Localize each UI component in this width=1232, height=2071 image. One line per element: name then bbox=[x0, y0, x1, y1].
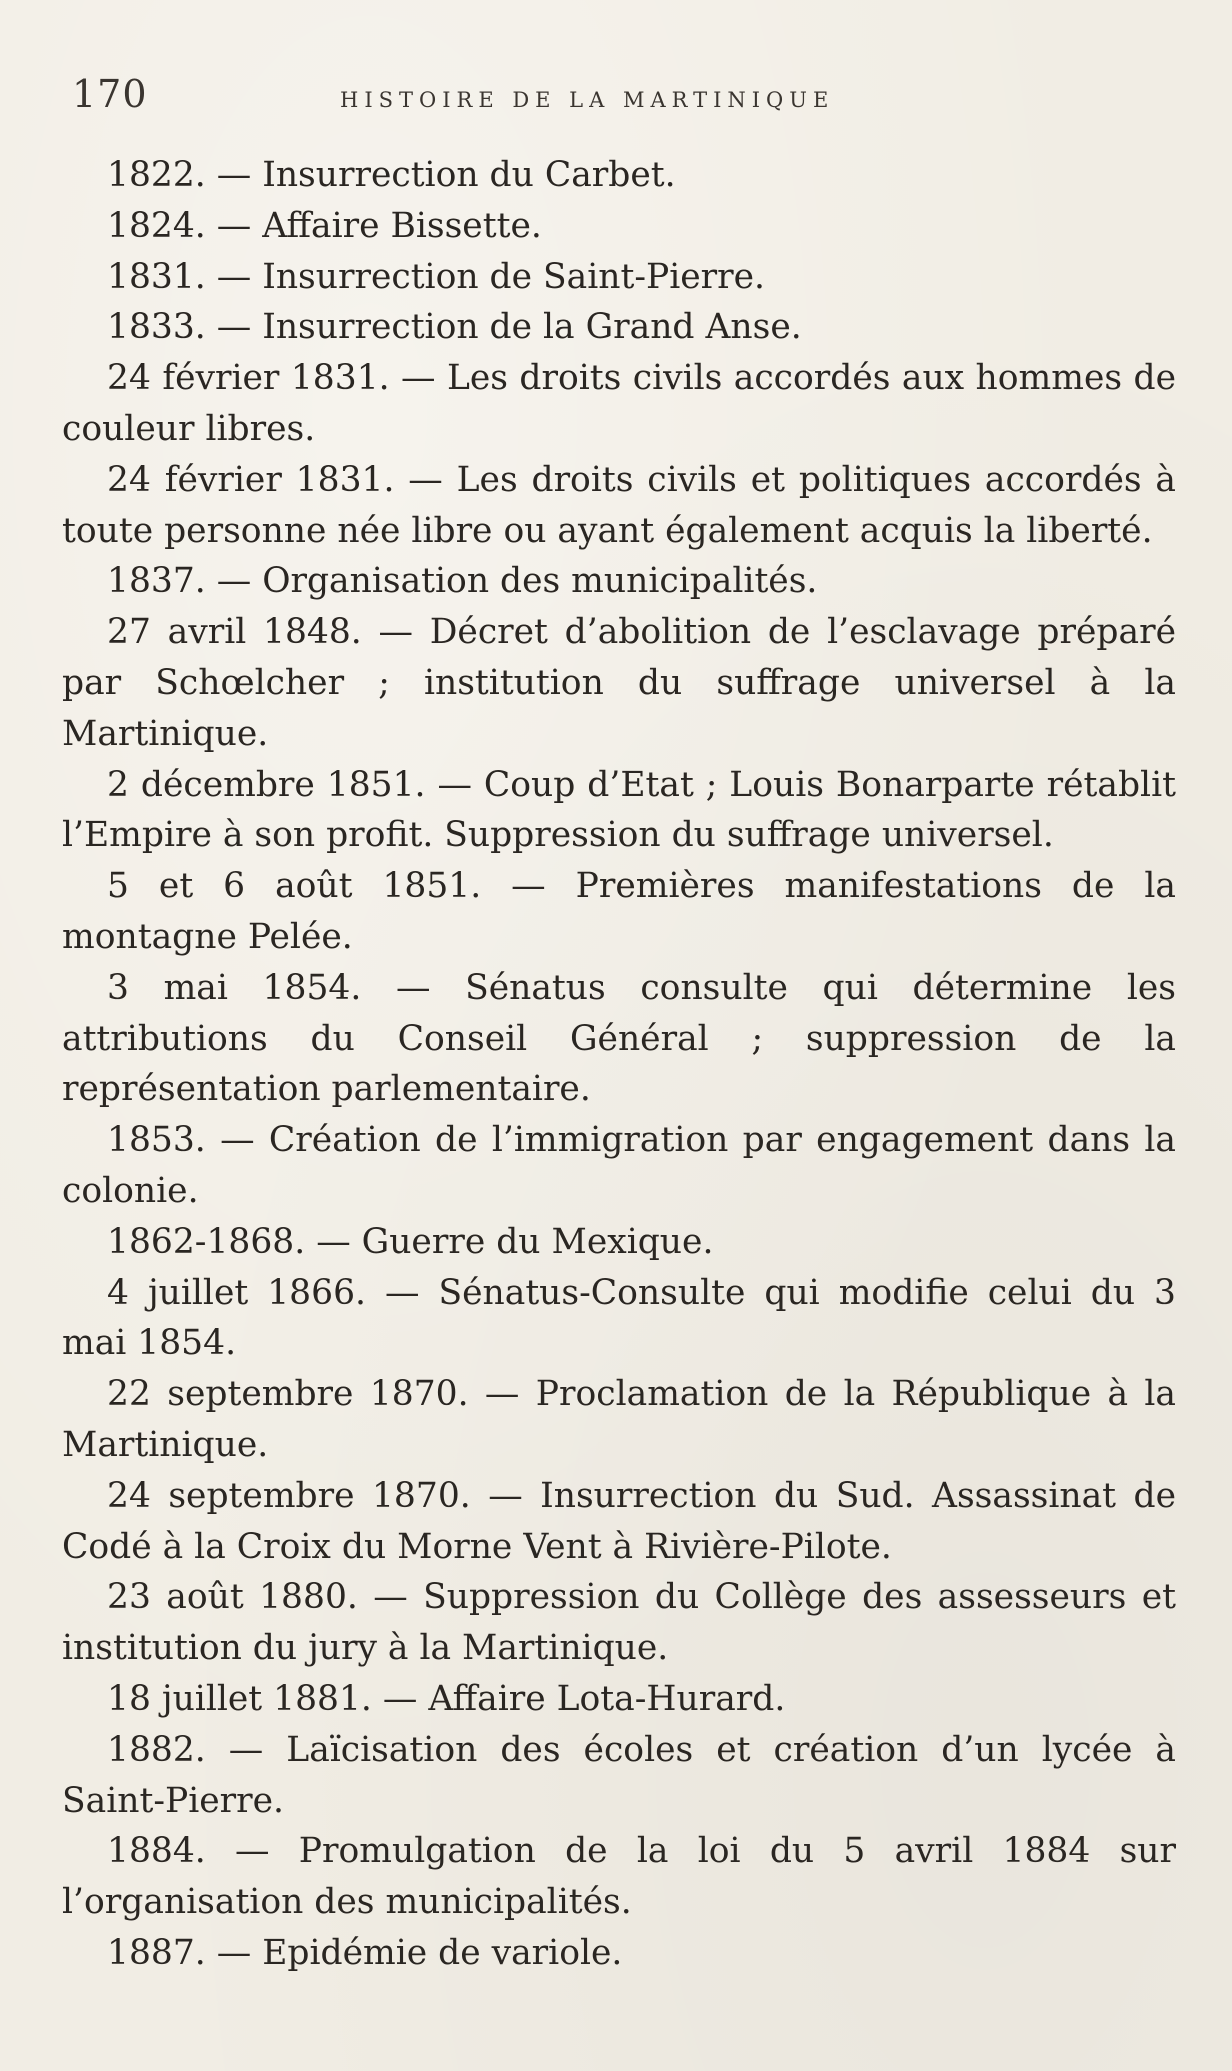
chronology-entry: 1831. — Insurrection de Saint-Pierre. bbox=[107, 256, 766, 297]
chronology-entry: 1884. — Promulgation de la loi du 5 avril 1884 sur l’organisation des municipalités. bbox=[62, 1831, 1176, 1923]
chronology-entry: 24 février 1831. — Les droits civils accordés aux hommes de couleur libres. bbox=[62, 358, 1176, 449]
chronology-entry: 1833. — Insurrection de la Grand Anse. bbox=[107, 307, 802, 348]
chronology-entry: 1824. — Affaire Bissette. bbox=[107, 205, 542, 246]
chronology-entry: 1822. — Insurrection du Carbet. bbox=[107, 155, 676, 195]
chronology-entry: 22 septembre 1870. — Proclamation de la République à la Martinique. bbox=[62, 1374, 1176, 1465]
chronology-entry: 24 septembre 1870. — Insurrection du Sud. Assassinat de Codé à la Croix du Morne Vent à Rivière-Pilote. bbox=[62, 1475, 1176, 1567]
chronology-entry: 27 avril 1848. — Décret d’abolition de l’esclavage préparé par Schœlcher ; institution du suffrage universel à la Martinique. bbox=[62, 612, 1176, 754]
chronology-list bbox=[62, 150, 1176, 1979]
chronology-entry: 23 août 1880. — Suppression du Collège des assesseurs et institution du jury à la Martinique. bbox=[62, 1577, 1176, 1669]
chronology-entry: 2 décembre 1851. — Coup d’Etat ; Louis Bonarparte rétablit l’Empire à son profit. Suppression du suffrage universel. bbox=[62, 764, 1176, 856]
page-number: 170 bbox=[72, 72, 148, 116]
chronology-entry: 5 et 6 août 1851. — Premières manifestations de la montagne Pelée. bbox=[62, 866, 1176, 957]
chronology-entry: 1882. — Laïcisation des écoles et création d’un lycée à Saint-Pierre. bbox=[62, 1729, 1176, 1821]
chronology-entry: 4 juillet 1866. — Sénatus-Consulte qui modifie celui du 3 mai 1854. bbox=[62, 1272, 1176, 1364]
chronology-entry: 24 février 1831. — Les droits civils et politiques accordés à toute personne née libre ou ayant également acquis la liberté. bbox=[62, 459, 1176, 551]
chronology-entry: 1887. — Epidémie de variole. bbox=[107, 1932, 623, 1973]
page-header bbox=[72, 72, 1172, 122]
chronology-entry: 1837. — Organisation des municipalités. bbox=[107, 561, 818, 602]
chronology-entry: 1853. — Création de l’immigration par engagement dans la colonie. bbox=[62, 1120, 1176, 1211]
chronology-entry: 3 mai 1854. — Sénatus consulte qui détermine les attributions du Conseil Général ; suppression de la représentation parlementaire. bbox=[62, 967, 1176, 1110]
running-title: HISTOIRE DE LA MARTINIQUE bbox=[340, 88, 835, 112]
chronology-entry: 1862-1868. — Guerre du Mexique. bbox=[107, 1221, 714, 1262]
chronology-entry: 18 juillet 1881. — Affaire Lota-Hurard. bbox=[107, 1678, 786, 1719]
